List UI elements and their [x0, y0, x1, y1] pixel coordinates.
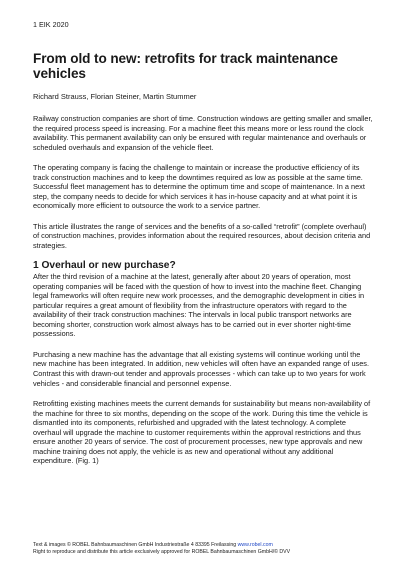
footer-credit: Text & images © ROBEL Bahnbaumaschinen GmbH Industriestraße 4 83395 Freilassing	[33, 542, 238, 548]
footer-rights: Right to reproduce and distribute this article exclusively approved for ROBEL Bahnbaumaschinen GmbH/© DVV	[33, 548, 291, 555]
section-heading: 1 Overhaul or new purchase?	[33, 259, 176, 271]
footer-credit-line	[33, 542, 378, 549]
article-authors: Richard Strauss, Florian Steiner, Martin Stummer	[33, 92, 197, 101]
section-paragraph-1: After the third revision of a machine at the latest, generally after about 20 years of operation, most operating companies will be faced with the question of how to invest into the machine fleet. Changing legal frameworks will often require new work processes, and the demographic development in cities in particular requires a great amount of flexibility from the infrastructure operators with regard to the availability of their track construction machines: The intervals in local public transport networks are becoming shorter, construction work almost always has to be carried out in ever shorter night-time possessions.	[33, 272, 365, 339]
intro-paragraph-3: This article illustrates the range of services and the benefits of a so-called “retrofit” (complete overhaul) of construction machines, provides information about the required resources, about decision criteria and strategies.	[33, 221, 371, 251]
issue-header: 1 EIK 2020	[33, 20, 69, 29]
intro-paragraph-2: The operating company is facing the challenge to maintain or increase the productive efficiency of its track construction machines and to keep the downtimes required as low as possible at the same time. Successful fleet management has to determine the optimum time and scope of maintenance. In a next step, the company needs to decide for which services it has in-house capacity and at what point it is economically more efficient to outsource the work to a service partner.	[33, 163, 365, 211]
section-paragraph-2: Purchasing a new machine has the advantage that all existing systems will continue working until the new machine has been integrated. In addition, new vehicles will often have an expanded range of uses. Contrast this with drawn-out tender and approvals processes - which can take up to two years for work vehicles - and considerable financial and personnel expense.	[33, 349, 369, 388]
article-page	[33, 20, 373, 466]
section-paragraph-3: Retrofitting existing machines meets the current demands for sustainability but means non-availability of the machine for three to six months, depending on the scope of the work. During this time the vehicle is dismantled into its components, refurbished and upgraded with the latest technology. A complete overhaul will upgrade the machine to customer requirements within the approval restrictions and thus ensure another 20 years of service. The cost of procurement processes, new type approvals and new machine training does not apply, the vehicle is as new and operational without any additional expenditure. (Fig. 1)	[33, 399, 371, 466]
intro-paragraph-1: Railway construction companies are short of time. Construction windows are getting smaller and smaller, the required process speed is increasing. For a machine fleet this means more or less round the clock availability. This permanent availability can only be ensured with regular maintenance and overhauls or scheduled overhauls and expansion of the vehicle fleet.	[33, 114, 373, 152]
website-link[interactable]: www.robel.com	[237, 542, 273, 548]
page-footer	[33, 542, 378, 555]
article-title: From old to new: retrofits for track maintenance vehicles	[33, 51, 338, 81]
